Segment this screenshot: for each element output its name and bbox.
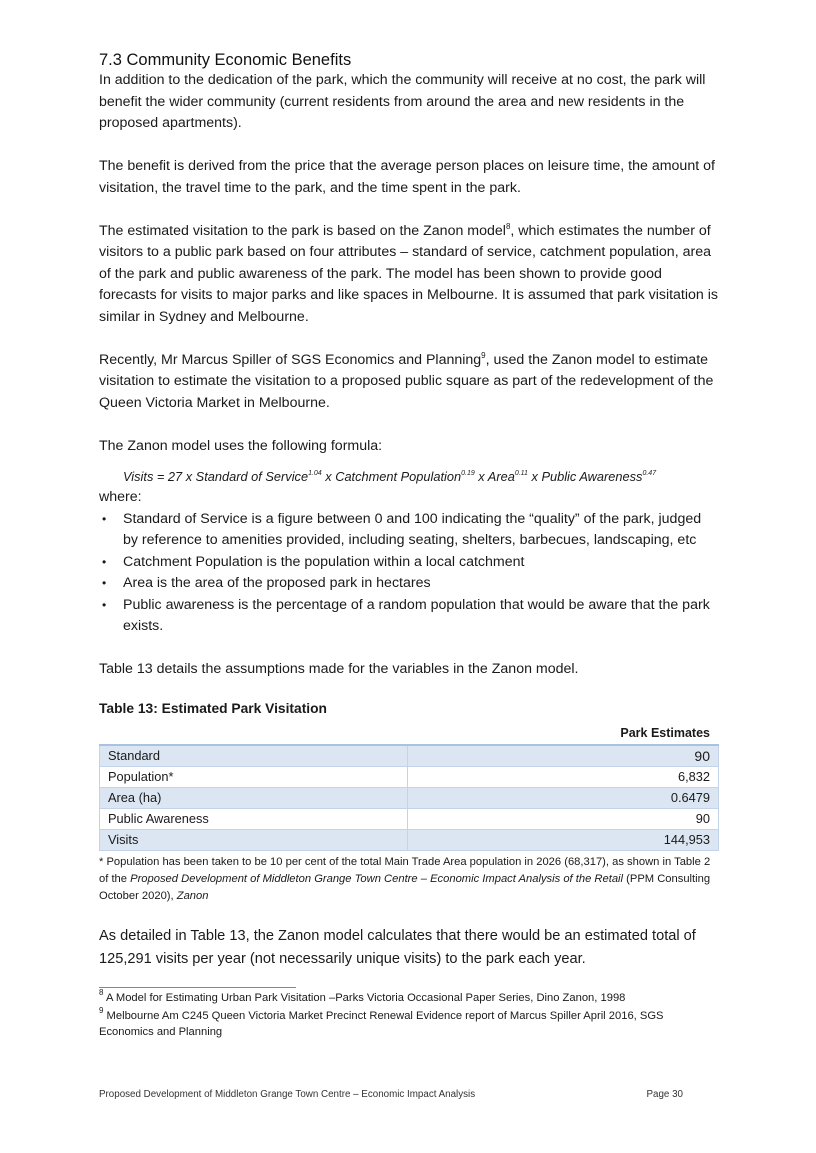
formula-term-awareness: x Public Awareness (527, 469, 643, 484)
page-footer (99, 1089, 683, 1100)
formula-term-area: x Area (474, 469, 515, 484)
footnote-divider (99, 987, 296, 988)
row-label: Area (ha) (100, 787, 408, 808)
section-title: 7.3 Community Economic Benefits (99, 51, 352, 69)
park-visitation-table (99, 744, 719, 851)
note-report-title: Proposed Development of Middleton Grange Town Centre – Economic Impact Analysis of the Retail (130, 872, 624, 885)
row-label: Population* (100, 766, 408, 787)
zanon-formula (99, 467, 719, 487)
bullet-icon: • (102, 554, 107, 569)
formula-exponent-awareness: 0.47 (642, 470, 657, 477)
page-number: Page 30 (646, 1089, 683, 1100)
paragraph-table-intro: Table 13 details the assumptions made for the variables in the Zanon model. (99, 661, 579, 677)
list-item: • Catchment Population is the population within a local catchment (99, 552, 719, 574)
table-row (100, 745, 719, 767)
paragraph-dedication: In addition to the dedication of the park, which the community will receive at no cost, the park will benefit the wider community (current residents from around the area and new residents in the proposed apartments). (99, 72, 706, 131)
footnote-8: $^8$ A Model for Estimating Urban Park Visitation –Parks Victoria Occasional Paper Series, Dino Zanon, 1998 (99, 987, 626, 1004)
table-row (100, 766, 719, 787)
footer-document-title: Proposed Development of Middleton Grange Town Centre – Economic Impact Analysis (99, 1089, 476, 1100)
row-label: Visits (100, 829, 408, 850)
row-label: Standard (100, 745, 408, 767)
row-value: 90 (408, 745, 719, 767)
list-item: • Standard of Service is a figure between 0 and 100 indicating the “quality” of the park, judged by reference to amenities provided, including seating, shelters, barbecues, landscaping, etc (102, 510, 702, 548)
formula-exponent-population: 0.19 (461, 470, 475, 477)
paragraph-benefit: The benefit is derived from the price that the average person places on leisure time, the amount of visitation, the travel time to the park, and the time spent in the park. (99, 158, 715, 196)
footnote-9: $^9$ Melbourne Am C245 Queen Victoria Market Precinct Renewal Evidence report of Marcus Spiller April 2016, SGS Economics and Planning (99, 1005, 664, 1038)
paragraph-where: where: (99, 489, 142, 505)
paragraph-formula-intro: The Zanon model uses the following formula: (99, 437, 383, 454)
bullet-icon: • (102, 511, 107, 526)
formula-exponent-standard: 1.04 (308, 470, 322, 477)
table-row (100, 829, 719, 850)
bullet-icon: • (102, 576, 107, 590)
list-item: • Public awareness is the percentage of a random population that would be aware that the park exists. (102, 596, 710, 634)
paragraph-spiller-rest: , used the Zanon model to estimate visitation to estimate the visitation to a proposed public square as part of the redevelopment of the Queen Victoria Market in Melbourne. (99, 351, 714, 411)
row-value: 144,953 (408, 829, 719, 850)
note-source: Zanon (176, 889, 209, 902)
paragraph-visitation (99, 221, 719, 329)
footnote-ref-9: 9 (481, 350, 486, 360)
table-row (100, 808, 719, 829)
table-column-header: Park Estimates (620, 725, 710, 740)
table-note: * Population has been taken to be 10 per cent of the total Main Trade Area population in 2026 (68,317), as shown in Table 2 of the Proposed Development of Middleton Grange Town Centre – Economic Impact Analysis of the Retail (PPM Consulting October 2020), Zanon (99, 855, 711, 902)
paragraph-visitation-rest: , which estimates the number of visitors to a public park based on four attributes – standard of service, catchment population, area of the park and public awareness of the park. The model has been shown to provide good forecasts for visits to major parks and like spaces in Melbourne. It is assumed that park visitation is similar in Sydney and Melbourne. (99, 222, 718, 325)
row-value: 90 (408, 808, 719, 829)
paragraph-conclusion: As detailed in Table 13, the Zanon model calculates that there would be an estimated total of 125,291 visits per year (not necessarily unique visits) to the park each year. (99, 927, 696, 967)
paragraph-spiller-start: Recently, Mr Marcus Spiller of SGS Economics and Planning (99, 351, 482, 368)
formula-exponent-area: 0.11 (514, 470, 528, 477)
table-row (100, 787, 719, 808)
variable-list (99, 509, 719, 638)
list-item: • Area is the area of the proposed park in hectares (99, 573, 719, 595)
document-page (99, 50, 719, 1040)
footnote-number: 8 (99, 987, 104, 997)
formula-term-population: x Catchment Population (321, 469, 462, 484)
row-value: 0.6479 (408, 787, 719, 808)
row-value: 6,832 (408, 766, 719, 787)
bullet-icon: • (102, 597, 107, 612)
paragraph-spiller (99, 350, 719, 415)
table-title: Table 13: Estimated Park Visitation (99, 700, 327, 716)
footnote-ref-8: 8 (505, 221, 511, 231)
formula-term-standard: Visits = 27 x Standard of Service (123, 469, 309, 484)
footnote-number: 9 (99, 1005, 104, 1015)
paragraph-visitation-start: The estimated visitation to the park is based on the Zanon model (99, 222, 506, 239)
row-label: Public Awareness (100, 808, 408, 829)
